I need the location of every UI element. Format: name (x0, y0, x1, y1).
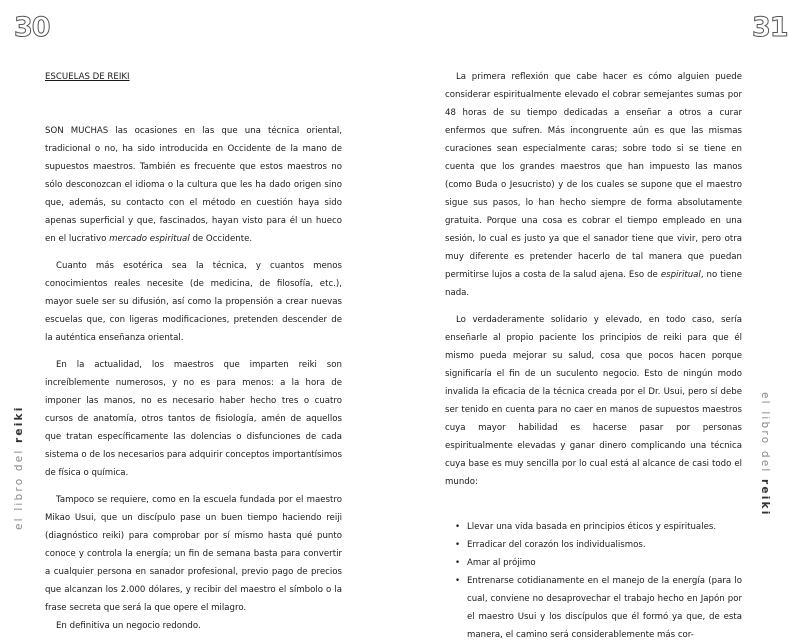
paragraph: Tampoco se requiere, como en la escuela fundada por el maestro Mikao Usui, que un discípulo pase un buen tiempo haciendo reiji (diagnóstico reiki) para comprobar por sí mismo hasta qué punto conoce y controla la energía; un fin de semana basta para convertir a cualquier persona en sanador profesional, previo pago de precios que alcanzan los 2.000 dólares, y recibir del maestro el símbolo o la frase secreta que será la que opere el milagro. (45, 495, 342, 613)
paragraph: Cuanto más esotérica sea la técnica, y cuantos menos conocimientos reales necesite (de medicina, de filosofía, etc.), mayor suele ser su difusión, así como la propensión a crear nuevas escuelas que, con ligeras modificaciones, pretenden descender de la auténtica enseñanza oriental. (45, 261, 342, 343)
paragraph: SON MUCHAS las ocasiones en las que una técnica oriental, tradicional o no, ha sido introducida en Occidente de la mano de supuestos maestros. También es frecuente que estos maestros no sólo desconozcan el idioma o la cultura que les ha dado origen sino que, además, su contacto con el método en cuestión haya sido apenas superficial y que, fascinados, hayan visto para él un hueco en el lucrativo mercado espiritual de Occidente. (45, 126, 342, 244)
list-item: • Amar al prójimo (445, 554, 742, 572)
spine-title-bold: reiki (759, 479, 771, 517)
page-number-left: 30 (14, 12, 50, 43)
list-item: • Llevar una vida basada en principios éticos y espirituales. (445, 518, 742, 536)
page-number-right: 31 (752, 12, 788, 43)
section-heading: ESCUELAS DE REIKI (45, 72, 130, 82)
paragraph: Lo verdaderamente solidario y elevado, en todo caso, sería enseñarle al propio paciente los principios de reiki para que él mismo pueda mejorar su salud, cosa que pocos hacen porque significaría el fin de un suculento negocio. Esto de ningún modo invalida la eficacia de la técnica creada por el Dr. Usui, pero sí debe ser tenido en cuenta para no caer en manos de supuestos maestros cuya mayor habilidad es hacerse pasar por personas espiritualmente elevadas y ganar dinero complicando una técnica cuya base es muy sencilla por lo cual está al alcance de casi todo el mundo: (445, 315, 742, 487)
spine-title-left (13, 400, 27, 530)
paragraph: La primera reflexión que cabe hacer es cómo alguien puede considerar espiritualmente elevado el cobrar semejantes sumas por 48 horas de su tiempo dedicadas a enseñar a otros a curar enfermos que sufren. Más incongruente aún es que las mismas curaciones sean especialmente caras; sobre todo si se tiene en cuenta que los grandes maestros que han impuesto las manos (como Buda o Jesucristo) y de los cuales se supone que el maestro sigue sus pasos, lo han hecho siempre de forma absolutamente gratuita. Porque una cosa es cobrar el tiempo empleado en una sesión, lo cual es justo ya que el sanador tiene que vivir, pero otra muy diferente es pretender hacerlo de tal manera que puedan permitirse lujos a costa de la salud ajena. Eso de espiritual, no tiene nada. (445, 72, 742, 298)
paragraph: En definitiva un negocio redondo. (56, 621, 201, 631)
bullet-list (445, 518, 742, 644)
spine-title-prefix: el libro del (759, 392, 771, 480)
list-item: • Erradicar del corazón los individualismos. (445, 536, 742, 554)
spine-title-prefix: el libro del (13, 442, 25, 530)
paragraph: En la actualidad, los maestros que imparten reiki son increíblemente numerosos, y no es para menos: a la hora de imponer las manos, no es necesario haber hecho tres o cuatro cursos de anatomía, otros tantos de fisiología, amén de aquellos que tratan específicamente las dolencias o disfunciones de cada sistema o de los necesarios para adquirir conceptos importantísimos de física o química. (45, 360, 342, 478)
left-page-body (45, 68, 342, 635)
spine-title-bold: reiki (13, 405, 25, 443)
list-item: • Entrenarse cotidianamente en el manejo de la energía (para lo cual, conviene no desaprovechar el trabajo hecho en Japón por el maestro Usui y los discípulos que él formó ya que, de esta manera, el camino será considerablemente más cor- (445, 572, 742, 644)
spine-title-right (757, 392, 771, 522)
right-page-body (445, 68, 742, 644)
